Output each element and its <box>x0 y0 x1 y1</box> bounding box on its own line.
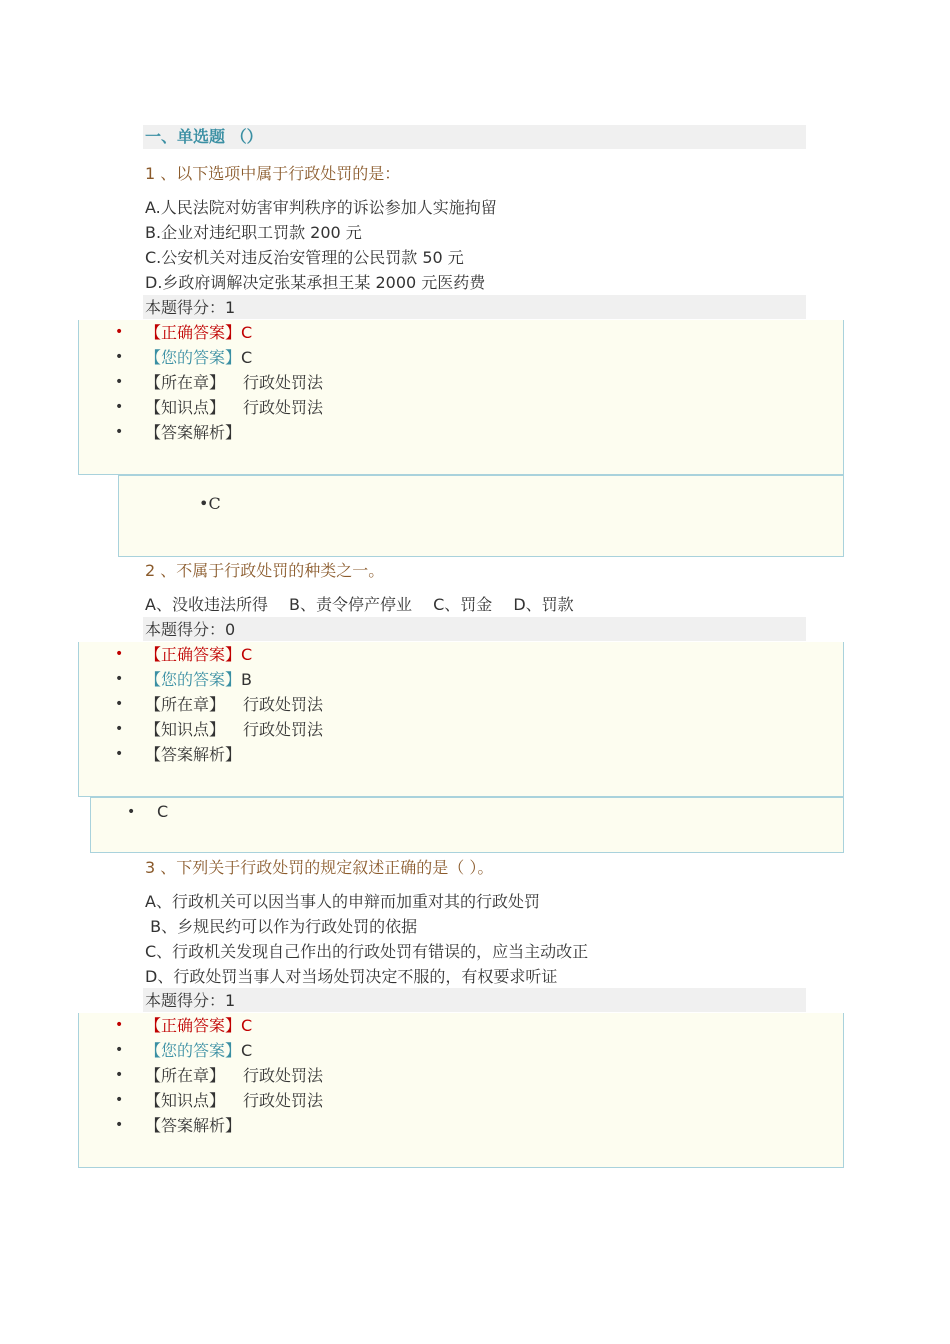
question-2-title: 2 、不属于行政处罚的种类之一。 <box>145 561 385 580</box>
bullet-icon: • <box>115 424 124 440</box>
your-answer-label: 【您的答案】 <box>145 1041 242 1060</box>
bullet-icon: • <box>115 1092 124 1108</box>
question-2-options: A、没收违法所得 B、责令停产停业 C、罚金 D、罚款 <box>145 595 574 614</box>
chapter-value: 行政处罚法 <box>243 1066 324 1085</box>
your-answer-label: 【您的答案】 <box>145 670 242 689</box>
bullet-icon: • <box>115 1042 124 1058</box>
bullet-icon: • <box>115 1117 124 1133</box>
chapter-label: 【所在章】 <box>145 695 226 714</box>
analysis-value: C <box>157 802 169 821</box>
question-3-score-bar <box>143 988 806 1012</box>
knowledge-value: 行政处罚法 <box>243 398 324 417</box>
correct-answer-value: C <box>241 1016 253 1035</box>
knowledge-row <box>79 717 323 742</box>
question-1-score: 本题得分：1 <box>145 298 236 317</box>
bullet-icon: • <box>115 1067 124 1083</box>
correct-answer-row <box>79 320 323 345</box>
question-2-answer-panel <box>78 642 844 797</box>
chapter-value: 行政处罚法 <box>243 373 324 392</box>
analysis-label: 【答案解析】 <box>145 1116 242 1135</box>
question-2-score: 本题得分：0 <box>145 620 236 639</box>
question-1-answer-panel <box>78 320 844 475</box>
analysis-label: 【答案解析】 <box>145 745 242 764</box>
analysis-label: 【答案解析】 <box>145 423 242 442</box>
chapter-label: 【所在章】 <box>145 373 226 392</box>
correct-answer-label: 【正确答案】 <box>145 645 242 664</box>
analysis-text <box>199 494 221 514</box>
question-1-option-d: D.乡政府调解决定张某承担王某 2000 元医药费 <box>145 273 486 292</box>
correct-answer-label: 【正确答案】 <box>145 323 242 342</box>
chapter-label: 【所在章】 <box>145 1066 226 1085</box>
analysis-row <box>79 420 323 445</box>
question-3-option-c: C、行政机关发现自己作出的行政处罚有错误的，应当主动改正 <box>145 942 589 961</box>
analysis-value: C <box>208 494 221 513</box>
bullet-icon: • <box>115 324 124 340</box>
your-answer-row <box>79 667 323 692</box>
analysis-row <box>79 742 323 767</box>
chapter-value: 行政处罚法 <box>243 695 324 714</box>
question-3-score: 本题得分：1 <box>145 991 236 1010</box>
question-2-score-bar <box>143 617 806 641</box>
chapter-row <box>79 692 323 717</box>
bullet-icon: • <box>115 399 124 415</box>
bullet-icon: • <box>115 646 124 662</box>
knowledge-row <box>79 395 323 420</box>
knowledge-row <box>79 1088 323 1113</box>
section-title: 一、单选题 （） <box>145 127 263 146</box>
bullet-icon: • <box>115 349 124 365</box>
question-1-option-b: B.企业对违纪职工罚款 200 元 <box>145 223 362 242</box>
question-3-option-a: A、行政机关可以因当事人的申辩而加重对其的行政处罚 <box>145 892 540 911</box>
your-answer-label: 【您的答案】 <box>145 348 242 367</box>
your-answer-row <box>79 1038 323 1063</box>
bullet-icon: • <box>115 1017 124 1033</box>
question-3-title: 3 、下列关于行政处罚的规定叙述正确的是（ ）。 <box>145 858 494 877</box>
correct-answer-label: 【正确答案】 <box>145 1016 242 1035</box>
correct-answer-row <box>79 642 323 667</box>
bullet-icon: • <box>115 374 124 390</box>
knowledge-label: 【知识点】 <box>145 398 226 417</box>
your-answer-value: C <box>241 348 253 367</box>
bullet-icon: • <box>115 671 124 687</box>
question-1-analysis-box <box>118 475 844 557</box>
chapter-row <box>79 370 323 395</box>
question-3-option-d: D、行政处罚当事人对当场处罚决定不服的，有权要求听证 <box>145 967 558 986</box>
question-3-option-b: B、乡规民约可以作为行政处罚的依据 <box>145 917 418 936</box>
bullet-icon: • <box>199 494 209 513</box>
your-answer-value: C <box>241 1041 253 1060</box>
correct-answer-row <box>79 1013 323 1038</box>
question-1-option-c: C.公安机关对违反治安管理的公民罚款 50 元 <box>145 248 464 267</box>
your-answer-row <box>79 345 323 370</box>
question-1-title: 1 、以下选项中属于行政处罚的是： <box>145 164 401 183</box>
question-1-option-a: A.人民法院对妨害审判秩序的诉讼参加人实施拘留 <box>145 198 497 217</box>
bullet-icon: • <box>115 746 124 762</box>
question-1-score-bar <box>143 295 806 319</box>
question-3-answer-panel <box>78 1013 844 1168</box>
bullet-icon: • <box>115 696 124 712</box>
analysis-row <box>79 1113 323 1138</box>
bullet-icon: • <box>127 804 136 820</box>
correct-answer-value: C <box>241 645 253 664</box>
knowledge-label: 【知识点】 <box>145 1091 226 1110</box>
your-answer-value: B <box>241 670 252 689</box>
bullet-icon: • <box>115 721 124 737</box>
knowledge-label: 【知识点】 <box>145 720 226 739</box>
correct-answer-value: C <box>241 323 253 342</box>
knowledge-value: 行政处罚法 <box>243 1091 324 1110</box>
knowledge-value: 行政处罚法 <box>243 720 324 739</box>
question-2-analysis-box <box>90 797 844 853</box>
chapter-row <box>79 1063 323 1088</box>
